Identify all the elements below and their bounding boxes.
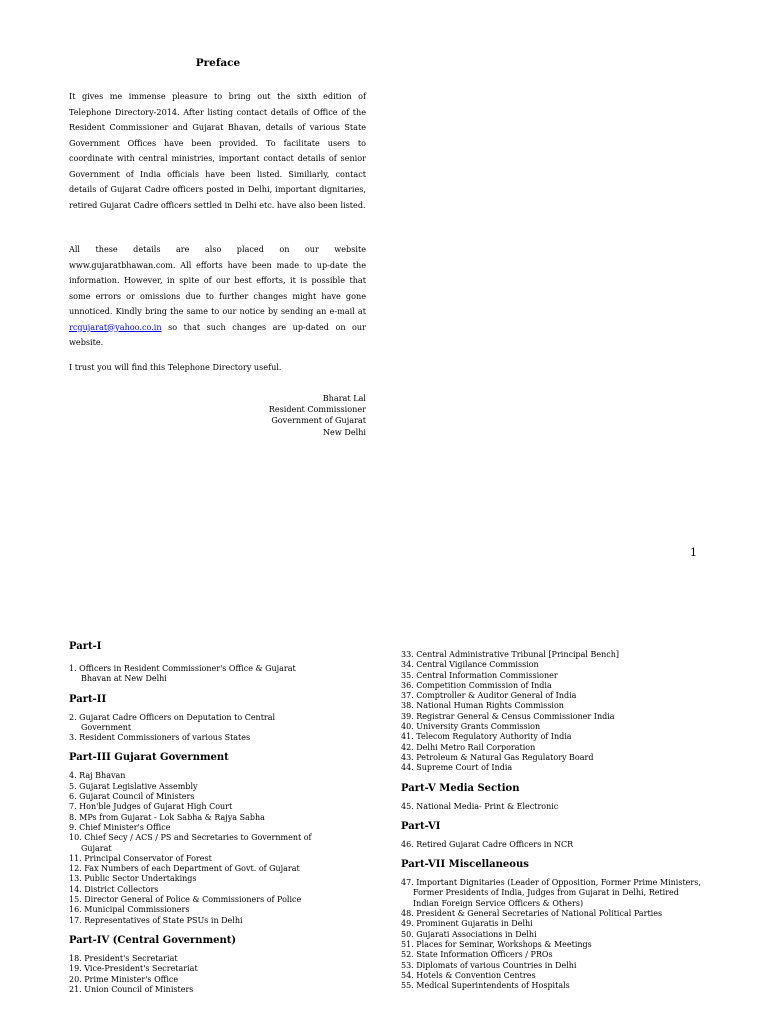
toc-item[interactable]: 16. Municipal Commissioners xyxy=(69,905,190,915)
toc-item[interactable]: 1. Officers in Resident Commissioner's Office & Gujarat Bhavan at New Delhi xyxy=(69,664,296,684)
toc-item[interactable]: 3. Resident Commissioners of various States xyxy=(69,733,251,743)
preface-paragraph-3: I trust you will find this Telephone Directory useful. xyxy=(69,362,282,372)
toc-item[interactable]: 37. Comptroller & Auditor General of India xyxy=(401,691,577,701)
toc-item[interactable]: 51. Places for Seminar, Workshops & Meetings xyxy=(401,939,592,949)
preface-title: Preface xyxy=(195,57,241,69)
page-number: 1 xyxy=(690,546,697,559)
part-3-heading: Part-III Gujarat Government xyxy=(69,752,229,764)
paragraph-2-text: All these details are also placed on our website www.gujaratbhawan.com. All efforts have been made to up-date the information. However, in spite of our best efforts, it is possible that some errors or omissions due to further changes might have gone unnoticed. Kindly bring the same to our notice by sending an e-mail at xyxy=(69,244,366,316)
signature-government: Government of Gujarat xyxy=(271,415,366,426)
part-6-heading: Part-VI xyxy=(401,820,441,832)
part-3-list xyxy=(69,771,324,925)
paragraph-2-text-end: so that such changes are up-dated on our website. xyxy=(69,321,366,347)
toc-item[interactable]: 47. Important Dignitaries (Leader of Opposition, Former Prime Ministers, Former Presidents of India, Judges from Gujarat in Delhi, Retired Indian Foreign Service Officers & Others) xyxy=(401,878,701,908)
toc-item[interactable]: 10. Chief Secy / ACS / PS and Secretaries to Government of Gujarat xyxy=(69,833,312,853)
toc-item[interactable]: 18. President's Secretariat xyxy=(69,953,178,963)
toc-item[interactable]: 45. National Media- Print & Electronic xyxy=(401,801,559,811)
preface-paragraph-2 xyxy=(69,242,366,351)
toc-item[interactable]: 52. State Information Officers / PROs xyxy=(401,950,553,960)
toc-item[interactable]: 36. Competition Commission of India xyxy=(401,680,552,690)
signature-block xyxy=(220,393,366,438)
toc-item[interactable]: 42. Delhi Metro Rail Corporation xyxy=(401,742,536,752)
toc-item[interactable]: 46. Retired Gujarat Cadre Officers in NCR xyxy=(401,839,574,849)
toc-item[interactable]: 6. Gujarat Council of Ministers xyxy=(69,792,195,802)
toc-item[interactable]: 11. Principal Conservator of Forest xyxy=(69,853,212,863)
toc-item[interactable]: 41. Telecom Regulatory Authority of India xyxy=(401,732,572,742)
toc-item[interactable]: 35. Central Information Commissioner xyxy=(401,670,558,680)
toc-item[interactable]: 13. Public Sector Undertakings xyxy=(69,874,197,884)
part-2-list xyxy=(69,713,324,744)
part-5-heading: Part-V Media Section xyxy=(401,782,520,794)
toc-item[interactable]: 19. Vice-President's Secretariat xyxy=(69,964,198,974)
toc-item[interactable]: 43. Petroleum & Natural Gas Regulatory Board xyxy=(401,752,594,762)
toc-item[interactable]: 4. Raj Bhavan xyxy=(69,771,126,781)
toc-item[interactable]: 34. Central Vigilance Commission xyxy=(401,660,539,670)
part-7-list xyxy=(401,878,701,991)
toc-item[interactable]: 54. Hotels & Convention Centres xyxy=(401,970,536,980)
part-1-heading: Part-I xyxy=(69,641,102,652)
email-link[interactable]: rcgujarat@yahoo.co.in xyxy=(69,321,162,332)
toc-item[interactable]: 44. Supreme Court of India xyxy=(401,763,513,773)
preface-paragraph-1: It gives me immense pleasure to bring out the sixth edition of Telephone Directory-2014. After listing contact details of Office of the Resident Commissioner and Gujarat Bhavan, details of various State Government Offices have been provided. To facilitate users to coordinate with central ministries, important contact details of senior Government of India officials have been listed. Similiarly, contact details of Gujarat Cadre officers posted in Delhi, important dignitaries, retired Gujarat Cadre officers settled in Delhi etc. have also been listed. xyxy=(69,91,366,210)
toc-item[interactable]: 20. Prime Minister's Office xyxy=(69,974,179,984)
part-5-list xyxy=(401,802,701,812)
signature-designation: Resident Commissioner xyxy=(268,404,366,415)
toc-item[interactable]: 53. Diplomats of various Countries in Delhi xyxy=(401,960,577,970)
page-divider xyxy=(0,600,768,608)
part-2-heading: Part-II xyxy=(69,693,107,705)
toc-item[interactable]: 8. MPs from Gujarat - Lok Sabha & Rajya Sabha xyxy=(69,812,265,822)
central-government-list-continued xyxy=(401,650,701,774)
toc-item[interactable]: 55. Medical Superintendents of Hospitals xyxy=(401,981,570,991)
toc-item[interactable]: 15. Director General of Police & Commissioners of Police xyxy=(69,895,302,905)
toc-item[interactable]: 40. University Grants Commission xyxy=(401,722,541,732)
toc-item[interactable]: 21. Union Council of Ministers xyxy=(69,984,194,994)
toc-item[interactable]: 39. Registrar General & Census Commissioner India xyxy=(401,711,615,721)
toc-item[interactable]: 12. Fax Numbers of each Department of Govt. of Gujarat xyxy=(69,864,300,874)
part-1-list xyxy=(69,664,324,685)
toc-item[interactable]: 9. Chief Minister's Office xyxy=(69,822,171,832)
part-4-heading: Part-IV (Central Government) xyxy=(69,934,237,946)
part-4-list xyxy=(69,954,324,995)
toc-left-column xyxy=(69,640,324,995)
toc-item[interactable]: 50. Gujarati Associations in Delhi xyxy=(401,929,537,939)
toc-item[interactable]: 33. Central Administrative Tribunal [Principal Bench] xyxy=(401,650,620,659)
part-6-list xyxy=(401,840,701,850)
toc-right-column xyxy=(401,650,701,991)
signature-name: Bharat Lal xyxy=(322,393,366,403)
toc-item[interactable]: 5. Gujarat Legislative Assembly xyxy=(69,781,198,791)
toc-item[interactable]: 2. Gujarat Cadre Officers on Deputation to Central Government xyxy=(69,712,276,732)
signature-place: New Delhi xyxy=(322,426,366,437)
part-7-heading: Part-VII Miscellaneous xyxy=(401,859,529,871)
toc-item[interactable]: 38. National Human Rights Commission xyxy=(401,701,564,711)
toc-item[interactable]: 7. Hon'ble Judges of Gujarat High Court xyxy=(69,802,233,812)
toc-item[interactable]: 14. District Collectors xyxy=(69,884,159,894)
toc-item[interactable]: 17. Representatives of State PSUs in Delhi xyxy=(69,915,243,925)
toc-item[interactable]: 48. President & General Secretaries of National Political Parties xyxy=(401,909,663,919)
toc-item[interactable]: 49. Prominent Gujaratis in Delhi xyxy=(401,919,533,929)
